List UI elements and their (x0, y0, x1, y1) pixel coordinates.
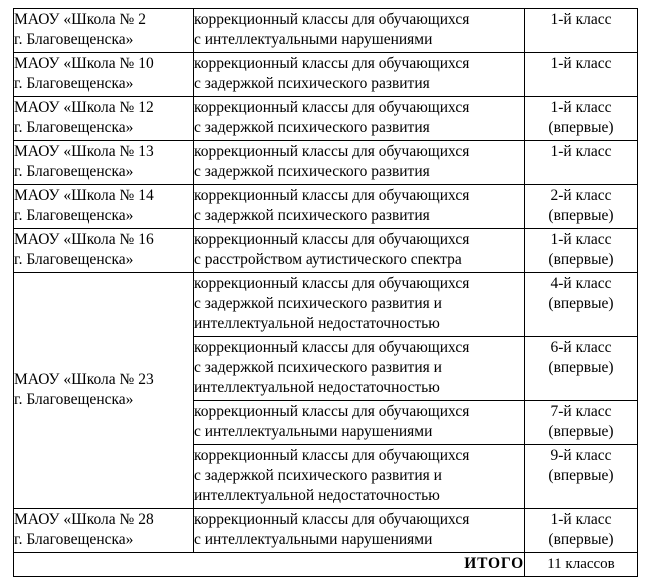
cell-grade (525, 229, 638, 273)
school-line: г. Благовещенска» (14, 31, 134, 48)
description-line: интеллектуальной недостаточностью (194, 315, 440, 332)
table-row (14, 229, 638, 273)
grade-note: (впервые) (548, 119, 614, 136)
cell-description (194, 509, 525, 553)
school-line: г. Благовещенска» (14, 163, 134, 180)
cell-description (194, 337, 525, 401)
grade-line: 1-й класс (550, 231, 612, 248)
correctional-classes-table (13, 8, 638, 577)
description-line: коррекционный классы для обучающихся (194, 143, 470, 160)
description-line: коррекционный классы для обучающихся (194, 339, 470, 356)
description-line: с задержкой психического развития (194, 163, 430, 180)
cell-school (14, 97, 194, 141)
cell-description (194, 229, 525, 273)
cell-grade (525, 445, 638, 509)
description-line: коррекционный классы для обучающихся (194, 231, 470, 248)
description-line: с интеллектуальными нарушениями (194, 31, 433, 48)
cell-school (14, 9, 194, 53)
cell-description (194, 445, 525, 509)
description-line: с задержкой психического развития (194, 207, 430, 224)
grade-note: (впервые) (548, 251, 614, 268)
school-line: МАОУ «Школа № 13 (14, 143, 154, 160)
school-line: г. Благовещенска» (14, 251, 134, 268)
description-line: коррекционный классы для обучающихся (194, 11, 470, 28)
cell-grade (525, 53, 638, 97)
grade-line: 9-й класс (550, 447, 612, 464)
table-row (14, 53, 638, 97)
school-line: МАОУ «Школа № 14 (14, 187, 154, 204)
grade-note: (впервые) (548, 531, 614, 548)
description-line: с задержкой психического развития (194, 119, 430, 136)
grade-note: (впервые) (548, 207, 614, 224)
table-container (13, 8, 637, 577)
school-line: МАОУ «Школа № 23 (14, 371, 154, 388)
description-line: коррекционный классы для обучающихся (194, 511, 470, 528)
cell-school (14, 141, 194, 185)
cell-description (194, 53, 525, 97)
description-line: коррекционный классы для обучающихся (194, 55, 470, 72)
description-line: с задержкой психического развития и (194, 359, 442, 376)
cell-grade (525, 337, 638, 401)
grade-line: 6-й класс (550, 339, 612, 356)
grade-line: 1-й класс (550, 511, 612, 528)
table-body (14, 9, 638, 577)
grade-line: 1-й класс (550, 143, 612, 160)
grade-note: (впервые) (548, 359, 614, 376)
table-row (14, 185, 638, 229)
cell-description (194, 9, 525, 53)
cell-school (14, 53, 194, 97)
school-line: МАОУ «Школа № 2 (14, 11, 146, 28)
description-line: с расстройством аутистического спектра (194, 251, 462, 268)
table-row (14, 9, 638, 53)
description-line: коррекционный классы для обучающихся (194, 187, 470, 204)
cell-grade (525, 141, 638, 185)
cell-description (194, 185, 525, 229)
cell-grade (525, 273, 638, 337)
cell-grade (525, 9, 638, 53)
table-row (14, 273, 638, 337)
cell-school (14, 229, 194, 273)
grade-line: 1-й класс (550, 11, 612, 28)
school-line: МАОУ «Школа № 10 (14, 55, 154, 72)
grade-line: 1-й класс (550, 99, 612, 116)
grade-note: (впервые) (548, 423, 614, 440)
table-row (14, 141, 638, 185)
grade-note: (впервые) (548, 295, 614, 312)
school-line: г. Благовещенска» (14, 207, 134, 224)
description-line: интеллектуальной недостаточностью (194, 379, 440, 396)
school-line: МАОУ «Школа № 16 (14, 231, 154, 248)
cell-school-merged (14, 273, 194, 509)
total-label: ИТОГО (14, 553, 525, 577)
description-line: с интеллектуальными нарушениями (194, 423, 433, 440)
grade-line: 1-й класс (550, 55, 612, 72)
school-line: г. Благовещенска» (14, 391, 134, 408)
description-line: с задержкой психического развития и (194, 467, 442, 484)
description-line: коррекционный классы для обучающихся (194, 99, 470, 116)
description-line: коррекционный классы для обучающихся (194, 447, 470, 464)
cell-grade (525, 509, 638, 553)
table-row (14, 509, 638, 553)
table-row (14, 97, 638, 141)
school-line: МАОУ «Школа № 12 (14, 99, 154, 116)
cell-description (194, 141, 525, 185)
school-line: г. Благовещенска» (14, 531, 134, 548)
school-line: МАОУ «Школа № 28 (14, 511, 154, 528)
cell-description (194, 97, 525, 141)
description-line: интеллектуальной недостаточностью (194, 487, 440, 504)
grade-line: 7-й класс (550, 403, 612, 420)
grade-note: (впервые) (548, 467, 614, 484)
description-line: с задержкой психического развития (194, 75, 430, 92)
total-value: 11 классов (525, 553, 638, 577)
cell-description (194, 401, 525, 445)
description-line: коррекционный классы для обучающихся (194, 275, 470, 292)
grade-line: 4-й класс (550, 275, 612, 292)
description-line: с интеллектуальными нарушениями (194, 531, 433, 548)
school-line: г. Благовещенска» (14, 119, 134, 136)
school-line: г. Благовещенска» (14, 75, 134, 92)
cell-description (194, 273, 525, 337)
cell-grade (525, 401, 638, 445)
total-row (14, 553, 638, 577)
grade-line: 2-й класс (550, 187, 612, 204)
description-line: коррекционный классы для обучающихся (194, 403, 470, 420)
cell-grade (525, 185, 638, 229)
description-line: с задержкой психического развития и (194, 295, 442, 312)
cell-grade (525, 97, 638, 141)
cell-school (14, 509, 194, 553)
cell-school (14, 185, 194, 229)
